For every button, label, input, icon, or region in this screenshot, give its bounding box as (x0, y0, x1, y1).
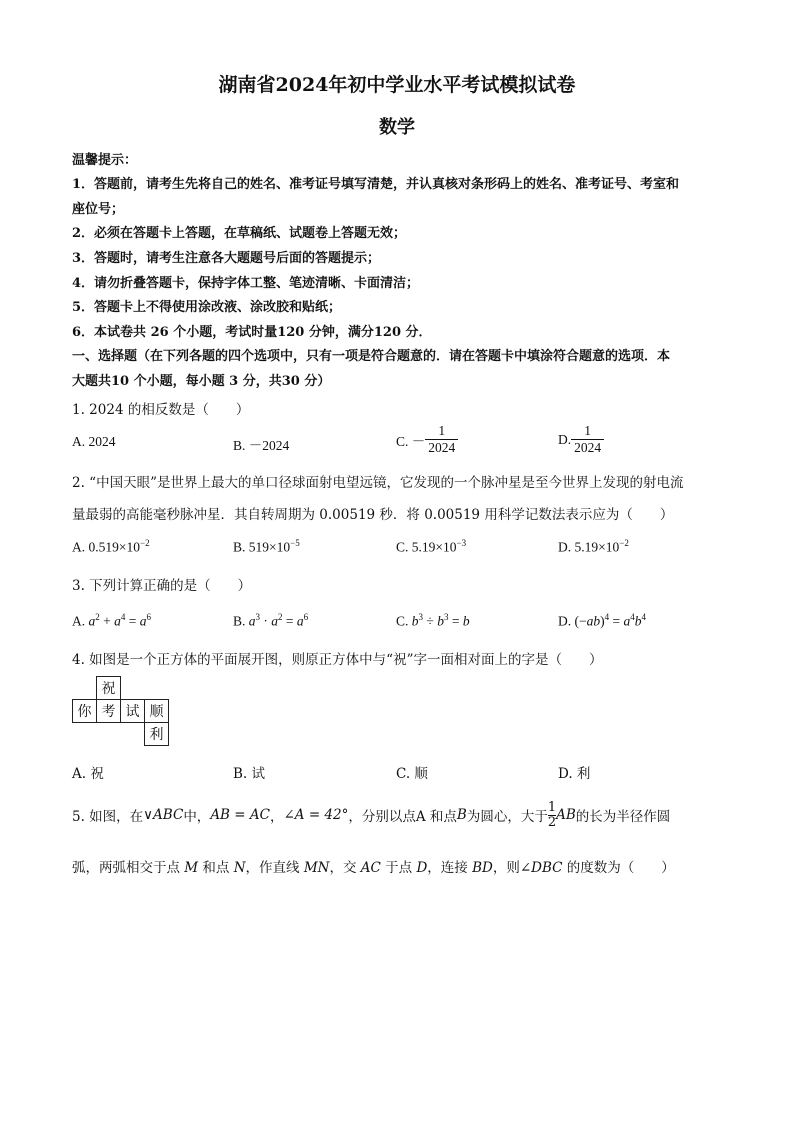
text: ，分别以点A 和点 (348, 809, 457, 826)
q1-option-d (558, 424, 604, 456)
fraction-numerator: 1 (547, 800, 557, 815)
tip-line: 1．答题前，请考生先将自己的姓名、准考证号填写清楚，并认真核对条形码上的姓名、准考证号、考室和 (72, 177, 680, 192)
tip-line: 6．本试卷共 26 个小题，考试时量120 分钟，满分120 分． (72, 325, 432, 340)
q1-option-c (396, 424, 458, 456)
math: AB = AC (210, 807, 270, 824)
fraction-denominator: 2 (547, 814, 557, 830)
q1-option-c-label: C. － (396, 433, 426, 449)
text: ， (269, 809, 284, 826)
net-face: 考 (97, 700, 121, 723)
sci-exponent: −2 (140, 538, 150, 548)
option-label: A. (72, 539, 89, 555)
net-face-top: 祝 (97, 677, 121, 700)
q2-stem-line1: 2. “中国天眼”是世界上最大的单口径球面射电望远镜，它发现的一个脉冲星是至今世界上发现的射电流 (72, 475, 684, 491)
text: ，连接 (427, 860, 473, 876)
q1-stem: 1. 2024 的相反数是（ ） (72, 402, 250, 418)
q4-stem: 4. 如图是一个正方体的平面展开图，则原正方体中与“祝”字一面相对面上的字是（ ） (72, 652, 603, 668)
tip-line: 2．必须在答题卡上答题，在草稿纸、试题卷上答题无效； (72, 226, 407, 241)
tip-line: 5．答题卡上不得使用涂改液、涂改胶和贴纸； (72, 300, 342, 315)
tip-line: 3．答题时，请考生注意各大题题号后面的答题提示； (72, 251, 381, 266)
q2-option-a (72, 538, 150, 556)
q3-option-d: D. $(-ab)^4 = a^4b^4$ (558, 612, 646, 629)
q1-option-a: A. 2024 (72, 434, 116, 449)
math: ∠A = 42° (283, 807, 349, 824)
q5-stem-line2 (72, 856, 675, 876)
math: ∨ABC (143, 807, 184, 824)
cube-net-figure (72, 676, 169, 746)
text: 中， (183, 809, 211, 826)
option-label: A. (72, 613, 89, 629)
q3-option-b: B. $a^3 \cdot a^2 = a^6$ (233, 612, 309, 629)
math: N (233, 860, 246, 876)
q3-option-c: C. $b^3 \div b^3 = b$ (396, 612, 470, 629)
text: ，作直线 (245, 860, 304, 876)
option-label: C. (396, 539, 412, 555)
sci-exponent: −3 (456, 538, 467, 548)
exam-title: 湖南省2024年初中学业水平考试模拟试卷 (218, 74, 576, 96)
math: B (456, 807, 467, 824)
sci-exponent: −5 (290, 538, 300, 548)
fraction-denominator: 2024 (571, 439, 604, 456)
math: ∠DBC (519, 860, 563, 876)
option-label: D. (558, 613, 575, 629)
tip-line: 座位号； (72, 202, 125, 217)
section-heading-cont: 大题共10 个小题，每小题 3 分，共30 分） (72, 374, 331, 389)
q2-stem-line2: 量最弱的高能毫秒脉冲星．其自转周期为 0.00519 秒．将 0.00519 用科学记数法表示应为（ ） (72, 507, 674, 523)
tips-heading: 温馨提示： (72, 153, 138, 168)
math: D (416, 860, 428, 876)
math: M (184, 860, 199, 876)
option-label: D. (558, 539, 575, 555)
option-label: B. (233, 613, 249, 629)
option-label: C. (396, 613, 412, 629)
tip-line: 4．请勿折叠答题卡，保持字体工整、笔迹清晰、卡面清洁； (72, 276, 420, 291)
option-label: B. (233, 539, 249, 555)
net-face: 顺 (145, 700, 169, 723)
sci-exponent: −2 (619, 538, 629, 548)
net-face-bottom: 利 (145, 723, 169, 746)
text: 于点 (380, 860, 417, 876)
text: 和点 (198, 860, 234, 876)
q1-option-d-label: D. (558, 431, 572, 447)
net-face: 试 (121, 700, 145, 723)
subject-title: 数学 (379, 117, 415, 138)
text: 弧，两弧相交于点 (72, 860, 185, 876)
math: AC (360, 860, 381, 876)
q2-option-b (233, 538, 300, 556)
q4-option-c: C. 顺 (396, 766, 428, 782)
q4-option-a: A. 祝 (72, 766, 104, 782)
math: BD (472, 860, 493, 876)
sci-base: 0.519×10 (88, 539, 140, 555)
sci-base: 5.19×10 (574, 539, 620, 555)
q4-option-d: D. 利 (558, 766, 591, 782)
text: ，交 (329, 860, 361, 876)
text: 的长为半径作圆 (575, 809, 671, 826)
text: ，则 (492, 860, 520, 876)
q2-option-d (558, 538, 629, 556)
fraction-numerator: 1 (438, 423, 446, 438)
sci-base: 5.19×10 (411, 539, 457, 555)
q1-option-b: B. －2024 (233, 438, 290, 453)
q5-stem-line1 (72, 801, 670, 829)
text: 的度数为（ ） (562, 860, 675, 876)
q3-option-a: A. $a^2 + a^4 = a^6$ (72, 612, 151, 629)
q4-option-b: B. 试 (233, 766, 266, 782)
text: 5. 如图，在 (72, 809, 144, 826)
q2-option-c (396, 538, 466, 556)
math: MN (303, 860, 330, 876)
section-heading: 一、选择题（在下列各题的四个选项中，只有一项是符合题意的．请在答题卡中填涂符合题意的选项．本 (72, 349, 671, 364)
fraction-numerator: 1 (584, 423, 591, 438)
q3-stem: 3. 下列计算正确的是（ ） (72, 578, 252, 594)
math: AB (556, 807, 576, 824)
sci-base: 519×10 (248, 539, 291, 555)
fraction-denominator: 2024 (425, 439, 458, 456)
net-face: 你 (73, 700, 97, 723)
text: 为圆心，大于 (466, 809, 548, 826)
